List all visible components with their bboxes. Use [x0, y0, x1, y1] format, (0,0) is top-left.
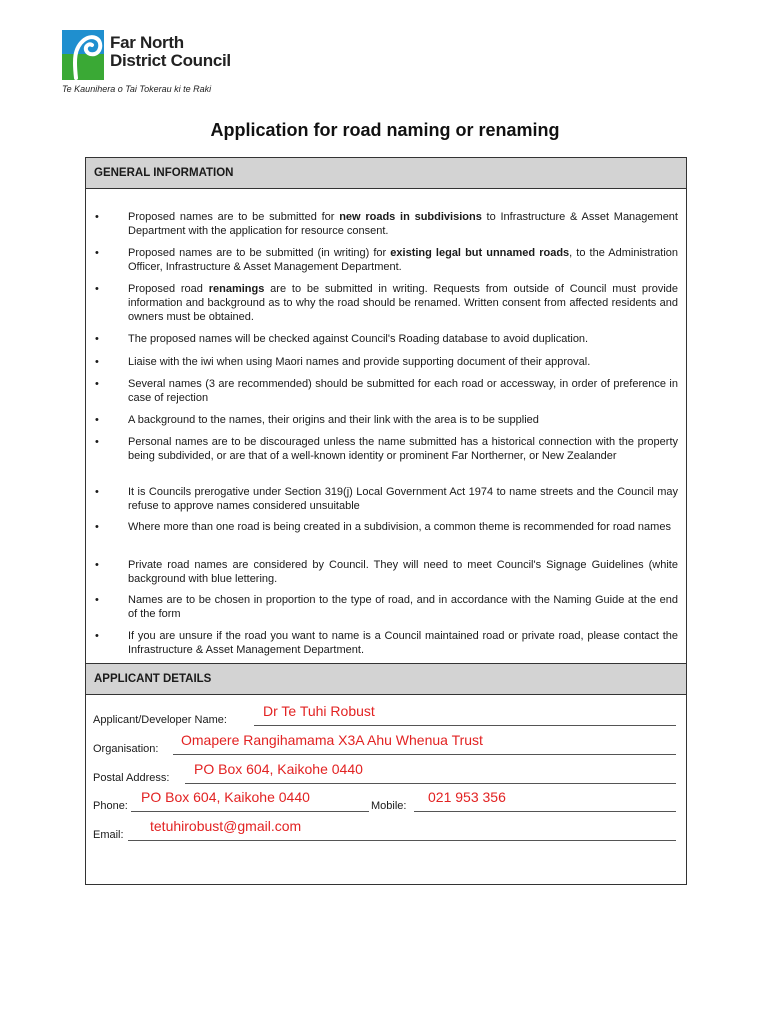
bullet-icon: •	[95, 486, 99, 498]
applicant-name-field[interactable]: Dr Te Tuhi Robust	[263, 703, 375, 719]
email-label: Email:	[93, 829, 124, 841]
applicant-details-section	[85, 663, 687, 885]
mobile-field[interactable]: 021 953 356	[428, 789, 506, 805]
bullet-icon: •	[95, 521, 99, 533]
general-information-item: • The proposed names will be checked against Council's Roading database to avoid duplication.	[95, 333, 589, 345]
applicant-name-label: Applicant/Developer Name:	[93, 714, 227, 726]
bullet-icon: •	[95, 414, 99, 426]
general-information-item: • Where more than one road is being created in a subdivision, a common theme is recommended for road names	[95, 521, 671, 533]
organisation-label: Organisation:	[93, 743, 159, 755]
council-tagline: Te Kaunihera o Tai Tokerau ki te Raki	[62, 84, 212, 94]
bullet-icon: •	[95, 630, 99, 642]
postal-address-label: Postal Address:	[93, 772, 170, 784]
bullet-icon: •	[95, 378, 99, 390]
organisation-line	[173, 754, 676, 755]
general-information-item: • Personal names are to be discouraged unless the name submitted has a historical connection with the property being subdivided, or are that of a well-known identity or prominent Far Northerner, or New Zealander	[95, 436, 678, 462]
applicant-name-line	[254, 725, 676, 726]
general-information-item: • Several names (3 are recommended) should be submitted for each road or accessway, in order of preference in case of rejection	[95, 378, 678, 404]
phone-line	[131, 811, 369, 812]
koru-logo-icon	[62, 30, 104, 80]
phone-field[interactable]: PO Box 604, Kaikohe 0440	[141, 789, 310, 805]
bullet-icon: •	[95, 436, 99, 448]
general-information-item: • A background to the names, their origins and their link with the area is to be supplied	[95, 414, 539, 426]
general-information-item: • Proposed names are to be submitted (in writing) for existing legal but unnamed roads, to the Administration Officer, Infrastructure & Asset Management Department.	[95, 247, 679, 273]
general-information-item: • Names are to be chosen in proportion to the type of road, and in accordance with the Naming Guide at the end of the form	[95, 594, 678, 620]
organisation-field[interactable]: Omapere Rangihamama X3A Ahu Whenua Trust	[181, 732, 483, 748]
postal-address-line	[185, 783, 676, 784]
general-information-item: • Proposed names are to be submitted for new roads in subdivisions to Infrastructure & Asset Management Department with the application for resource consent.	[95, 211, 678, 237]
general-information-section	[85, 157, 687, 665]
bullet-icon: •	[95, 594, 99, 606]
mobile-line	[414, 811, 676, 812]
council-logo	[62, 30, 242, 100]
council-name: Far North District Council	[110, 33, 231, 70]
bullet-icon: •	[95, 559, 99, 571]
email-line	[128, 840, 676, 841]
bullet-icon: •	[95, 333, 99, 345]
email-field[interactable]: tetuhirobust@gmail.com	[150, 818, 302, 834]
mobile-label: Mobile:	[371, 800, 407, 812]
bullet-icon: •	[95, 247, 99, 259]
general-information-item: • If you are unsure if the road you want to name is a Council maintained road or private road, please contact the Infrastructure & Asset Management Department.	[95, 630, 678, 656]
general-information-item: • Proposed road renamings are to be submitted in writing. Requests from outside of Council must provide information and background as to why the road should be renamed. Written consent from affected residents and owners must be obtained.	[95, 283, 678, 323]
general-information-heading: GENERAL INFORMATION	[86, 158, 686, 189]
page-title: Application for road naming or renaming	[210, 120, 560, 140]
bullet-icon: •	[95, 211, 99, 223]
general-information-item: • Private road names are considered by Council. They will need to meet Council's Signage Guidelines (white background with blue lettering.	[95, 559, 678, 585]
postal-address-field[interactable]: PO Box 604, Kaikohe 0440	[194, 761, 363, 777]
phone-label: Phone:	[93, 800, 128, 812]
bullet-icon: •	[95, 356, 99, 368]
general-information-item: • It is Councils prerogative under Section 319(j) Local Government Act 1974 to name streets and the Council may refuse to approve names considered unsuitable	[95, 486, 678, 512]
applicant-details-heading: APPLICANT DETAILS	[86, 664, 686, 695]
bullet-icon: •	[95, 283, 99, 295]
general-information-item: • Liaise with the iwi when using Maori names and provide supporting document of their approval.	[95, 356, 591, 368]
